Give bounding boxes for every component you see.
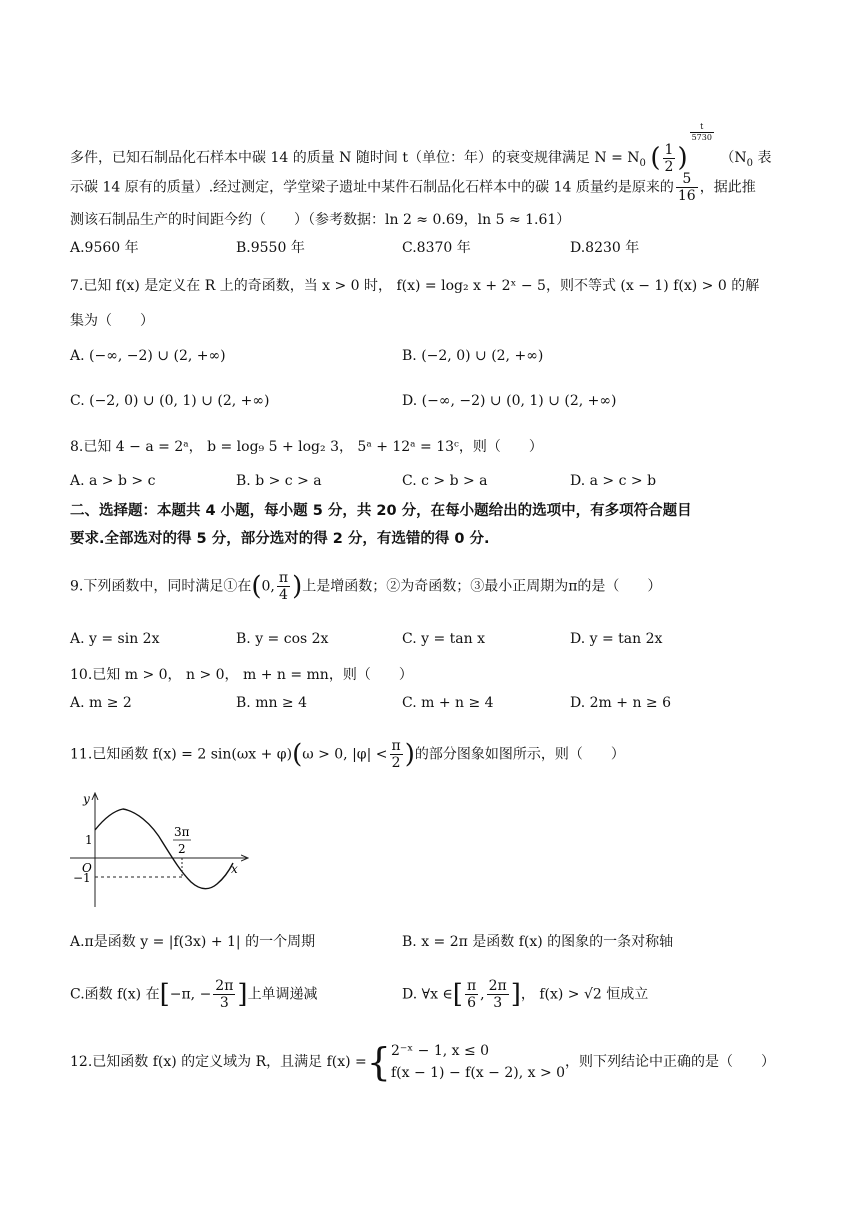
q10-option-c: C. m + n ≥ 4: [402, 695, 494, 711]
q9-option-d: D. y = tan 2x: [570, 631, 663, 647]
left-paren: (: [292, 739, 303, 770]
q6-option-b: B.9550 年: [236, 240, 305, 256]
q9-option-b: B. y = cos 2x: [236, 631, 329, 647]
tick-label-3pi: 3π: [174, 825, 190, 839]
section2-heading-line2: 要求.全部选对的得 5 分，部分选对的得 2 分，有选错的得 0 分.: [70, 531, 490, 547]
right-paren: ): [677, 143, 688, 173]
right-paren: ): [292, 571, 303, 602]
subscript-zero: 0: [639, 157, 646, 169]
fraction-pi-4: $\frac{\pi}{4}$: [278, 570, 289, 603]
tick-label-2: 2: [178, 842, 186, 856]
left-brace: {: [366, 1040, 391, 1084]
q9-option-a: A. y = sin 2x: [70, 631, 160, 647]
q9-line1: 9.下列函数中，同时满足①在(0, $\frac{\pi}{4}$ )上是增函数；②为奇函数；③最小正周期为π的是（ ）: [70, 570, 662, 603]
q7-line1: 7.已知 f(x) 是定义在 R 上的奇函数，当 x > 0 时， f(x) = log₂ x + 2ˣ − 5，则不等式 (x − 1) f(x) > 0 的解: [70, 278, 760, 294]
q10-option-b: B. mn ≥ 4: [236, 695, 308, 711]
q8-option-a: A. a > b > c: [70, 473, 156, 489]
q9-option-c: C. y = tan x: [402, 631, 485, 647]
fraction-pi-2: $\frac{\pi}{2}$: [391, 738, 401, 771]
sine-graph: [65, 787, 255, 912]
fraction-half: $\frac{1}{2}$: [664, 141, 674, 175]
x-axis-label: x: [231, 862, 238, 876]
tick-label-minus-1: −1: [73, 871, 91, 885]
q11-option-c: C.函数 f(x) 在[−π, − $\frac{2\pi}{3}$ ]上单调递减: [70, 978, 318, 1011]
q6-option-c: C.8370 年: [402, 240, 471, 256]
q8-line1: 8.已知 4 − a = 2ᵃ， b = log₉ 5 + log₂ 3， 5ᵃ + 12ᵃ = 13ᶜ，则（ ）: [70, 439, 543, 455]
q11-line1: 11.已知函数 f(x) = 2 sin(ωx + φ)(ω > 0, |φ| < $\frac{\pi}{2}$ )的部分图象如图所示，则（ ）: [70, 738, 625, 771]
q6-line3: 测该石制品生产的时间距今约（ ）（参考数据：ln 2 ≈ 0.69，ln 5 ≈ 1.61）: [70, 212, 571, 228]
q6-option-a: A.9560 年: [70, 240, 139, 256]
y-axis-label: y: [83, 792, 90, 806]
fraction-2pi-3: $\frac{2\pi}{3}$: [488, 978, 507, 1011]
left-bracket: [: [452, 979, 463, 1010]
q10-option-a: A. m ≥ 2: [70, 695, 132, 711]
origin-label: O: [82, 861, 92, 875]
q7-line2: 集为（ ）: [70, 313, 154, 329]
right-bracket: ]: [510, 979, 521, 1010]
q7-option-a: A. (−∞, −2) ∪ (2, +∞): [70, 348, 226, 364]
exponent-fraction: $\frac{t}{5730}$: [691, 122, 712, 142]
tick-label-1: 1: [85, 833, 93, 847]
q8-option-d: D. a > c > b: [570, 473, 657, 489]
left-paren: (: [650, 143, 661, 173]
q6-option-d: D.8230 年: [570, 240, 640, 256]
piecewise-cases: 2⁻ˣ − 1, x ≤ 0 f(x − 1) − f(x − 2), x > 0: [390, 1043, 566, 1081]
q11-option-a: A.π是函数 y = |f(3x) + 1| 的一个周期: [70, 934, 316, 950]
fraction-5-16: $\frac{5}{16}$: [677, 171, 696, 204]
section2-heading-line1: 二、选择题：本题共 4 小题，每小题 5 分，共 20 分，在每小题给出的选项中，有多项符合题目: [70, 503, 692, 519]
fraction-pi-6: $\frac{\pi}{6}$: [466, 978, 477, 1011]
right-bracket: ]: [237, 979, 248, 1010]
q7-option-c: C. (−2, 0) ∪ (0, 1) ∪ (2, +∞): [70, 393, 270, 409]
q11-option-b: B. x = 2π 是函数 f(x) 的图象的一条对称轴: [402, 934, 674, 950]
right-paren: ): [404, 739, 415, 770]
q7-option-d: D. (−∞, −2) ∪ (0, 1) ∪ (2, +∞): [402, 393, 617, 409]
q8-option-c: C. c > b > a: [402, 473, 488, 489]
q12-line1: 12.已知函数 f(x) 的定义域为 R，且满足 f(x) ={ 2⁻ˣ − 1, x ≤ 0 f(x − 1) − f(x − 2), x > 0 ，则下列结论中正确的是（ ）: [70, 1040, 776, 1084]
q7-option-b: B. (−2, 0) ∪ (2, +∞): [402, 348, 544, 364]
q8-option-b: B. b > c > a: [236, 473, 322, 489]
q6-line2: 示碳 14 原有的质量）.经过测定，学堂梁子遗址中某件石制品化石样本中的碳 14 质量约是原来的 $\frac{5}{16}$ ，据此推: [70, 171, 756, 204]
q10-option-d: D. 2m + n ≥ 6: [570, 695, 671, 711]
q11-option-d: D. ∀x ∈[ $\frac{\pi}{6}$ , $\frac{2\pi}{3}$ ]， f(x) > √2 恒成立: [402, 978, 649, 1011]
left-bracket: [: [159, 979, 170, 1010]
q6-line1: 多件，已知石制品化石样本中碳 14 的质量 N 随时间 t（单位：年）的衰变规律满足 $N = N_0$ ( $\frac{1}{2}$ ) $\frac{t}{5730}$ （$N_0$ 表: [70, 122, 772, 175]
left-paren: (: [251, 571, 262, 602]
q10-line1: 10.已知 m > 0， n > 0， m + n = mn，则（ ）: [70, 667, 413, 683]
fraction-2pi-3: $\frac{2\pi}{3}$: [215, 978, 234, 1011]
